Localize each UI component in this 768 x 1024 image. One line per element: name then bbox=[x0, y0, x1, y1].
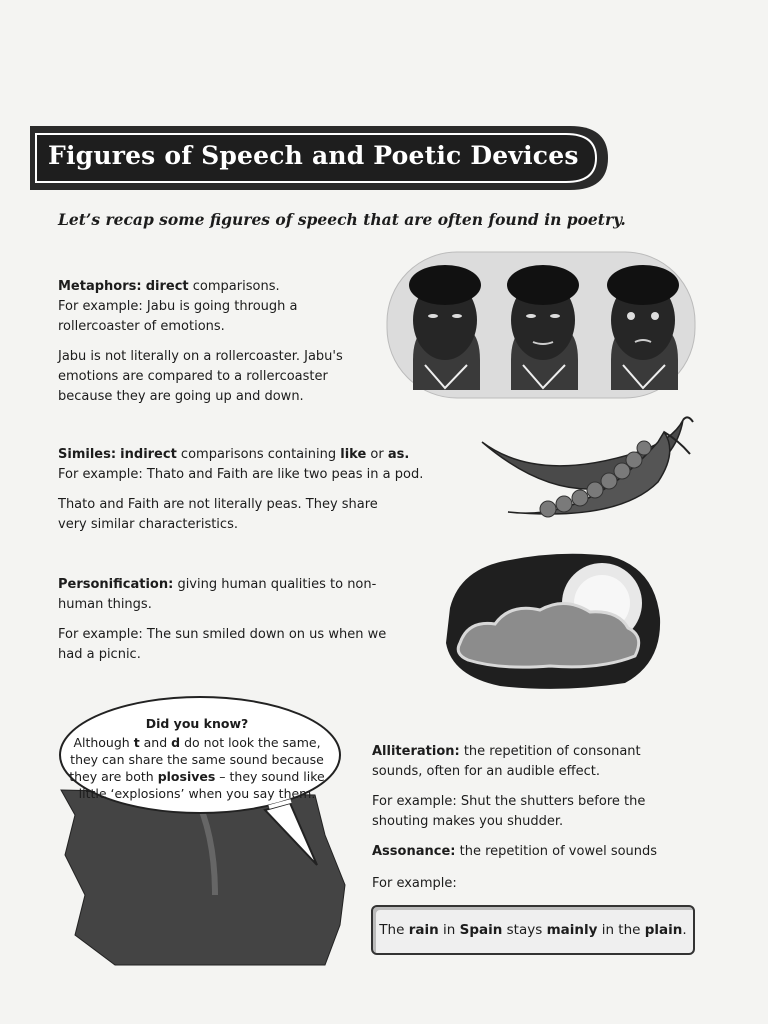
simile-word-like: like bbox=[340, 447, 367, 462]
metaphor-example: For example: Jabu is going through a rollercoaster of emotions. bbox=[58, 299, 298, 334]
alliteration-term: Alliteration: bbox=[372, 744, 460, 759]
simile-emphasis: indirect bbox=[120, 447, 177, 462]
simile-explanation: Thato and Faith are not literally peas. They share very similar characteristics. bbox=[58, 497, 378, 532]
pea-pods-illustration bbox=[478, 412, 703, 537]
personification-term: Personification: bbox=[58, 577, 174, 592]
metaphor-explanation: Jabu is not literally on a rollercoaster. Jabu's emotions are compared to a rollercoaster because they are going up and down. bbox=[58, 349, 343, 404]
quote-word-mainly: mainly bbox=[546, 922, 598, 938]
dyk-plosives: plosives bbox=[157, 769, 216, 784]
did-you-know-text bbox=[62, 715, 332, 802]
alliteration-definition: the repetition of consonant sounds, often for an audible effect. bbox=[372, 744, 641, 779]
metaphor-definition: comparisons. bbox=[188, 279, 280, 294]
dyk-text-part: do not look the same, they can share the same sound because they are both bbox=[69, 735, 324, 784]
metaphor-term: Metaphors: bbox=[58, 279, 142, 294]
did-you-know-heading: Did you know? bbox=[145, 716, 249, 731]
quote-part: The bbox=[379, 922, 409, 938]
quote-word-spain: Spain bbox=[459, 922, 503, 938]
simile-section bbox=[58, 445, 458, 545]
alliteration-example: For example: Shut the shutters before the shouting makes you shudder. bbox=[372, 794, 646, 829]
dyk-text-part: – they sound like little ‘explosions’ when you say them. bbox=[78, 769, 325, 801]
dyk-text-part: and bbox=[139, 735, 172, 750]
face-3 bbox=[607, 265, 679, 390]
dyk-text-part: Although bbox=[73, 735, 134, 750]
personification-example: For example: The sun smiled down on us when we had a picnic. bbox=[58, 627, 387, 662]
assonance-example-label: For example: bbox=[372, 876, 457, 891]
assonance-term: Assonance: bbox=[372, 844, 456, 859]
personification-definition: giving human qualities to non-human things. bbox=[58, 577, 377, 612]
simile-example: For example: Thato and Faith are like two peas in a pod. bbox=[58, 467, 424, 482]
assonance-section bbox=[372, 842, 682, 904]
assonance-definition: the repetition of vowel sounds bbox=[455, 844, 658, 859]
simile-term: Similes: bbox=[58, 447, 117, 462]
metaphor-emphasis: direct bbox=[145, 279, 189, 294]
assonance-quote-box bbox=[371, 905, 695, 955]
face-2 bbox=[507, 265, 579, 390]
simile-connector: or bbox=[366, 447, 388, 462]
quote-part: . bbox=[682, 922, 687, 938]
simile-definition: comparisons containing bbox=[176, 447, 341, 462]
alliteration-section bbox=[372, 742, 672, 842]
quote-part: in bbox=[438, 922, 460, 938]
sun-cloud-illustration bbox=[440, 548, 665, 693]
quote-text bbox=[379, 922, 686, 938]
metaphor-section bbox=[58, 277, 368, 417]
page-title: Figures of Speech and Poetic Devices bbox=[48, 141, 579, 170]
dyk-letter-d: d bbox=[171, 735, 181, 750]
dyk-letter-t: t bbox=[133, 735, 140, 750]
face-1 bbox=[409, 265, 481, 390]
personification-section bbox=[58, 575, 408, 675]
quote-part: in the bbox=[597, 922, 645, 938]
three-faces-illustration bbox=[385, 250, 697, 400]
quote-word-rain: rain bbox=[408, 922, 439, 938]
quote-word-plain: plain bbox=[644, 922, 683, 938]
quote-part: stays bbox=[502, 922, 547, 938]
intro-text: Let’s recap some figures of speech that are often found in poetry. bbox=[58, 210, 626, 229]
simile-word-as: as. bbox=[387, 447, 410, 462]
